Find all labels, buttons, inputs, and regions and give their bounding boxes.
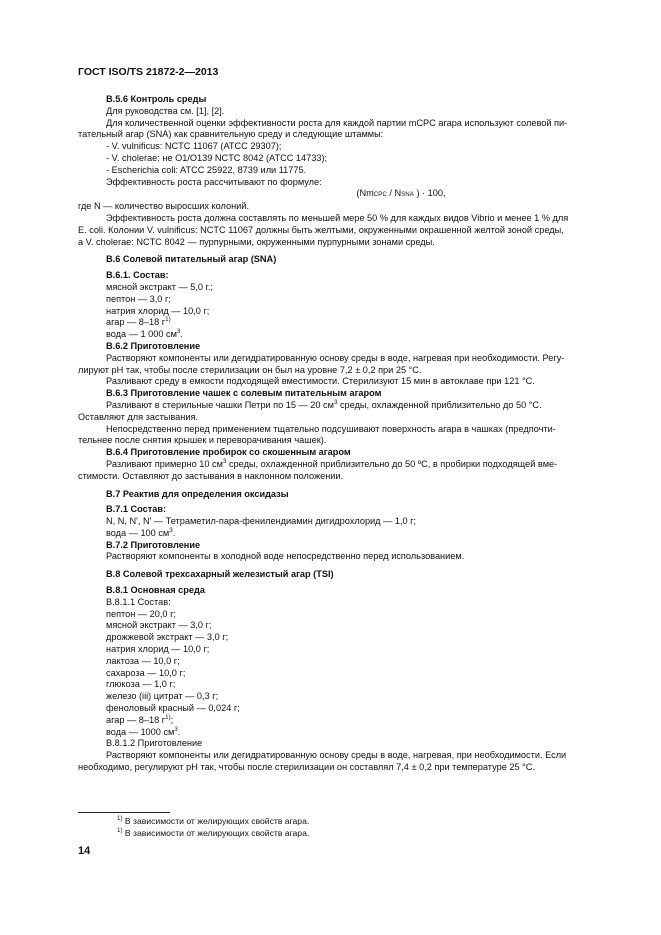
footnote-text: В зависимости от желирующих свойств агара.: [122, 827, 310, 838]
page-content: [78, 94, 584, 774]
footnotes: [78, 812, 584, 839]
list-item: - Escherichia coli: ATCC 25922, 8739 или 11775.: [106, 164, 307, 175]
footnote-mark: 1): [117, 815, 123, 823]
list-item: дрожжевой экстракт — 3,0 г;: [106, 632, 229, 643]
section-title-b56: В.5.6 Контроль среды: [106, 94, 207, 104]
paragraph: Для количественной оценки эффективности роста для каждой партии mCPC агара используют солевой пи-: [106, 117, 568, 128]
subsection-title: В.6.3 Приготовление чашек с солевым питательным агаром: [106, 388, 382, 399]
footnote: [78, 828, 584, 840]
paragraph: Эффективность роста должна составлять по меньшей мере 50 % для каждых видов Vibrio и менее 1 % для: [106, 212, 569, 223]
formula: [78, 188, 584, 201]
item-text: .: [180, 329, 183, 340]
superscript: 3: [174, 725, 178, 733]
superscript: 3: [222, 457, 227, 465]
list-item: N, N, N', N' — Тетраметил-пара-фенилендиамин дигидрохлорид — 1,0 г;: [106, 516, 417, 527]
formula-subscript: CPC: [373, 191, 387, 199]
list-item: сахароза — 10,0 г;: [106, 667, 186, 678]
paragraph: [78, 459, 584, 471]
list-item: лактоза — 10,0 г;: [106, 655, 180, 666]
list-item: пептон — 20,0 г;: [106, 608, 176, 619]
subsection-title: В.7.1 Состав:: [106, 504, 167, 515]
footnote-ref: 1): [165, 316, 171, 324]
subsection-title: В.7.2 Приготовление: [106, 539, 201, 550]
list-item: железо (iii) цитрат — 0,3 г;: [106, 691, 219, 702]
list-item: [78, 528, 584, 540]
item-text: вода — 1 000 см: [106, 329, 177, 340]
paragraph: а V. cholerae: NCTC 8042 — пурпурными, окруженными пурпурными зонами среды.: [78, 236, 435, 247]
list-item: - V. cholerae: не О1/О139 NCTC 8042 (ATCC 14733);: [106, 152, 328, 163]
subsection-title: В.8.1.1 Состав:: [106, 596, 171, 607]
subsection-title: В.8.1.2 Приготовление: [106, 738, 203, 749]
list-item: [78, 317, 584, 329]
list-item: пептон — 3,0 г;: [106, 293, 171, 304]
list-item: глюкоза — 1,0 г;: [106, 679, 176, 690]
paragraph: [78, 400, 584, 412]
list-item: [78, 329, 584, 341]
paragraph: необходимо, регулируют pH так, чтобы после стерилизации он составлял 7,4 ± 0,2 при температуре 25 °С.: [78, 762, 535, 773]
section-title-b7: В.7 Реактив для определения оксидазы: [106, 488, 289, 499]
subsection-title: В.8.1 Основная среда: [106, 585, 205, 596]
footnote-ref: 1): [165, 713, 171, 721]
paragraph: тельнее после снятия крышек и переворачивания чашек).: [78, 435, 327, 446]
text: среды, охлажденной приблизительно до 50 ºС, в пробирки подходящей вме-: [226, 458, 558, 469]
footnote-text: В зависимости от желирующих свойств агара.: [122, 816, 310, 826]
text: Разливают примерно 10 см: [106, 458, 223, 469]
section-title-b6: В.6 Солевой питательный агар (SNA): [106, 254, 277, 265]
item-text: агар — 8–18 г: [106, 317, 166, 328]
formula-part: / N: [386, 188, 402, 199]
footnote-divider: [78, 812, 170, 813]
formula-part: ) · 100,: [413, 188, 446, 199]
paragraph: E. coli. Колонии V. vulnificus: NCTC 11067 должны быть желтыми, окруженными окрашенной желтой зоной среды,: [78, 224, 564, 235]
subsection-title: В.6.2 Приготовление: [106, 340, 201, 351]
paragraph: Растворяют компоненты в холодной воде непосредственно перед использованием.: [106, 551, 465, 562]
list-item: мясной экстракт — 5,0 г.;: [106, 281, 213, 292]
list-item: - V. vulnificus: NCTC 11067 (ATCC 29307);: [106, 141, 282, 152]
paragraph: Разливают среду в емкости подходящей вместимости. Стерилизуют 15 мин в автоклаве при 121 °С.: [106, 376, 535, 387]
item-text: агар — 8–18 г: [106, 714, 166, 725]
list-item: феноловый красный — 0,024 г;: [106, 703, 240, 714]
document-header: ГОСТ ISO/TS 21872-2—2013: [78, 66, 219, 78]
list-item: натрия хлорид — 10,0 г;: [106, 644, 210, 655]
paragraph: Непосредственно перед применением тщательно подсушивают поверхность агара в чашках (предпочти-: [106, 423, 556, 434]
paragraph: Для руководства см. [1], [2].: [106, 105, 225, 116]
footnote: [78, 816, 584, 828]
section-title-b8: В.8 Солевой трехсахарный железистый агар (TSI): [106, 569, 334, 580]
subsection-title: В.6.4 Приготовление пробирок со скошенным агаром: [106, 447, 351, 458]
list-item: [78, 727, 584, 739]
item-text: ;: [170, 714, 174, 725]
superscript: 3: [176, 328, 181, 336]
item-text: .: [172, 527, 176, 538]
formula-subscript: SNA: [401, 191, 414, 199]
list-item: [78, 715, 584, 727]
footnote-mark: 1): [117, 826, 123, 834]
list-item: мясной экстракт — 3,0 г;: [106, 620, 212, 631]
text: среды, охлажденной приблизительно до 50 °С.: [337, 399, 542, 410]
page-number: 14: [78, 845, 91, 857]
item-text: вода — 1000 см: [106, 726, 175, 737]
item-text: вода — 100 см: [106, 527, 170, 538]
paragraph: где N — количество выросших колоний.: [78, 201, 249, 212]
paragraph: стимости. Оставляют до застывания в наклонном положении.: [78, 470, 344, 481]
formula-part: (Nm: [356, 188, 374, 199]
list-item: натрия хлорид — 10,0 г;: [106, 305, 210, 316]
paragraph: лируют pH так, чтобы после стерилизации он был на уровне 7,2 ± 0,2 при 25 °С.: [78, 364, 422, 375]
superscript: 3: [169, 526, 173, 534]
superscript: 3: [333, 398, 338, 406]
paragraph: Эффективность роста рассчитывают по формуле:: [106, 176, 322, 187]
text: Разливают в стерильные чашки Петри по 15 — 20 см: [106, 399, 334, 410]
paragraph: Растворяют компоненты или дегидратированную основу среды в воде, нагревая при необходимости. Регу-: [106, 352, 565, 363]
item-text: .: [177, 726, 181, 737]
paragraph: тательный агар (SNA) как сравнительную среду и следующие штаммы:: [78, 129, 384, 140]
paragraph: Растворяют компоненты или дегидратированную основу среды в воде, нагревая, при необходимости. Если: [106, 750, 567, 761]
paragraph: Оставляют для застывания.: [78, 411, 199, 422]
subsection-title: В.6.1. Состав:: [106, 270, 169, 281]
